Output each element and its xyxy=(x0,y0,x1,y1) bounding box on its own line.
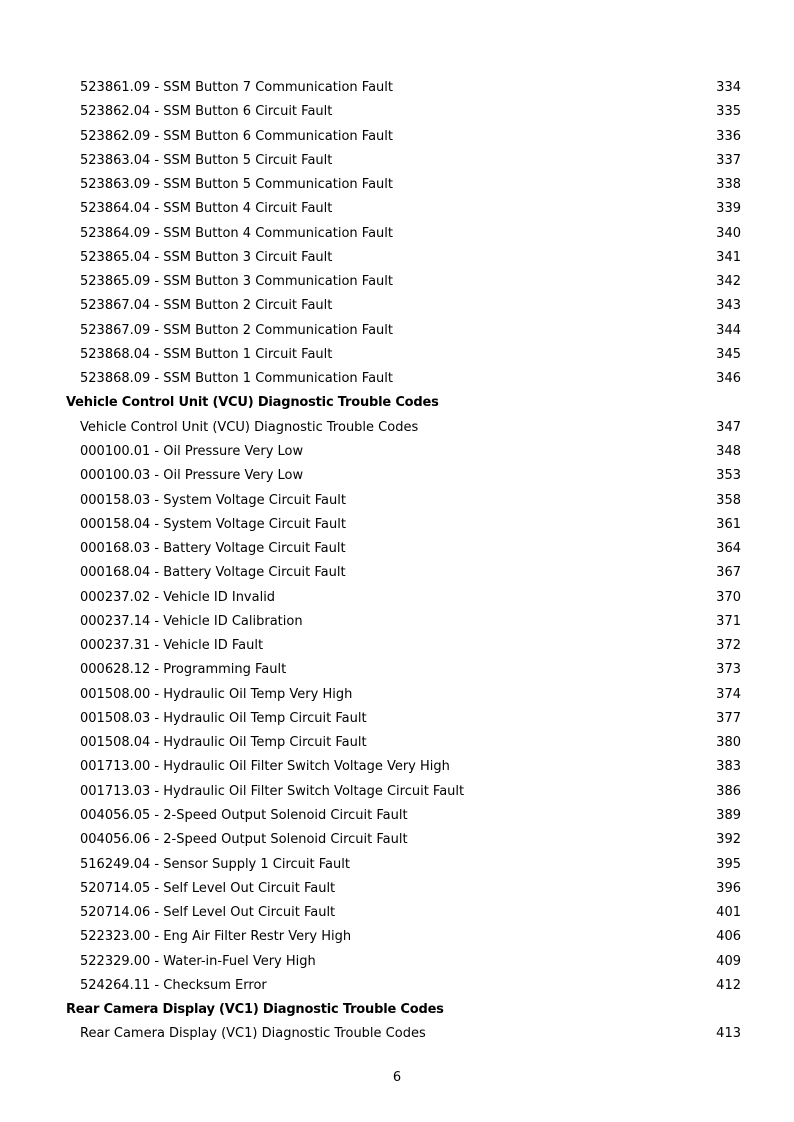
toc-entry-page-number: 348 xyxy=(716,443,741,459)
toc-entry[interactable] xyxy=(0,76,794,100)
toc-entry-title: 522323.00 - Eng Air Filter Restr Very High xyxy=(80,929,352,945)
toc-entry-title: 000237.31 - Vehicle ID Fault xyxy=(80,638,264,654)
toc-entry-title: 000237.14 - Vehicle ID Calibration xyxy=(80,613,303,629)
page-number: 6 xyxy=(392,1070,402,1085)
toc-entry-page-number: 409 xyxy=(716,953,741,969)
toc-entry-title: 523862.09 - SSM Button 6 Communication Fault xyxy=(80,128,393,144)
toc-entry-page-number: 406 xyxy=(716,929,741,945)
toc-entry[interactable] xyxy=(0,222,794,246)
toc-entry-page-number: 358 xyxy=(716,492,741,508)
toc-entry[interactable] xyxy=(0,950,794,974)
toc-entry[interactable] xyxy=(0,513,794,537)
table-of-contents xyxy=(0,76,794,1047)
toc-entry-title: 000100.03 - Oil Pressure Very Low xyxy=(80,468,304,484)
toc-entry-page-number: 396 xyxy=(716,880,741,896)
toc-entry[interactable] xyxy=(0,294,794,318)
toc-entry-title: 523865.04 - SSM Button 3 Circuit Fault xyxy=(80,249,333,265)
toc-entry-page-number: 334 xyxy=(716,80,741,95)
toc-entry-title: 000237.02 - Vehicle ID Invalid xyxy=(80,589,276,605)
toc-entry-page-number: 336 xyxy=(716,128,741,144)
toc-entry-title: 001713.00 - Hydraulic Oil Filter Switch Voltage Very High xyxy=(80,759,450,775)
toc-section-heading xyxy=(0,391,794,415)
toc-entry[interactable] xyxy=(0,464,794,488)
toc-entry-page-number: 347 xyxy=(716,419,741,435)
toc-entry-page-number: 364 xyxy=(716,541,741,557)
toc-entry-page-number: 373 xyxy=(716,662,741,678)
toc-entry[interactable] xyxy=(0,925,794,949)
toc-entry[interactable] xyxy=(0,561,794,585)
toc-entry-page-number: 338 xyxy=(716,177,741,193)
toc-entry-title: 000100.01 - Oil Pressure Very Low xyxy=(80,443,304,459)
toc-entry-title: 523867.04 - SSM Button 2 Circuit Fault xyxy=(80,298,333,314)
toc-entry-title: 000158.03 - System Voltage Circuit Fault xyxy=(80,492,346,508)
toc-entry[interactable] xyxy=(0,901,794,925)
toc-entry[interactable] xyxy=(0,100,794,124)
toc-entry-title: 001508.03 - Hydraulic Oil Temp Circuit Fault xyxy=(80,710,367,726)
toc-entry-title: 001508.04 - Hydraulic Oil Temp Circuit Fault xyxy=(80,735,367,751)
toc-entry[interactable] xyxy=(0,319,794,343)
toc-entry[interactable] xyxy=(0,173,794,197)
toc-entry-title: Rear Camera Display (VC1) Diagnostic Trouble Codes xyxy=(80,1026,426,1042)
toc-entry-title: 523863.04 - SSM Button 5 Circuit Fault xyxy=(80,152,333,168)
toc-entry[interactable] xyxy=(0,877,794,901)
toc-entry-page-number: 367 xyxy=(716,565,741,581)
toc-entry[interactable] xyxy=(0,974,794,998)
toc-entry[interactable] xyxy=(0,270,794,294)
toc-entry-page-number: 401 xyxy=(716,905,741,921)
toc-entry[interactable] xyxy=(0,367,794,391)
toc-entry-page-number: 372 xyxy=(716,638,741,654)
toc-entry-page-number: 340 xyxy=(716,225,741,241)
toc-entry[interactable] xyxy=(0,586,794,610)
toc-entry-title: 523865.09 - SSM Button 3 Communication Fault xyxy=(80,274,393,290)
toc-entry-title: 001508.00 - Hydraulic Oil Temp Very High xyxy=(80,686,353,702)
toc-entry-page-number: 386 xyxy=(716,783,741,799)
toc-entry-page-number: 392 xyxy=(716,832,741,848)
toc-entry[interactable] xyxy=(0,658,794,682)
toc-entry-page-number: 342 xyxy=(716,274,741,290)
toc-entry[interactable] xyxy=(0,634,794,658)
toc-entry-title: 524264.11 - Checksum Error xyxy=(80,977,267,993)
toc-entry-page-number: 337 xyxy=(716,152,741,168)
toc-entry[interactable] xyxy=(0,343,794,367)
toc-entry[interactable] xyxy=(0,1022,794,1046)
toc-entry-title: 000168.04 - Battery Voltage Circuit Fault xyxy=(80,565,346,581)
toc-entry-title: 523867.09 - SSM Button 2 Communication Fault xyxy=(80,322,393,338)
toc-entry-title: 004056.06 - 2-Speed Output Solenoid Circuit Fault xyxy=(80,832,408,848)
toc-entry-page-number: 370 xyxy=(716,589,741,605)
toc-entry-page-number: 389 xyxy=(716,807,741,823)
toc-entry-title: 523864.04 - SSM Button 4 Circuit Fault xyxy=(80,201,333,217)
toc-entry[interactable] xyxy=(0,804,794,828)
toc-entry-page-number: 412 xyxy=(716,977,741,993)
toc-entry-title: 000628.12 - Programming Fault xyxy=(80,662,287,678)
toc-entry-page-number: 335 xyxy=(716,104,741,120)
toc-entry-page-number: 413 xyxy=(716,1026,741,1042)
toc-entry-title: 516249.04 - Sensor Supply 1 Circuit Fault xyxy=(80,856,350,872)
toc-entry-page-number: 377 xyxy=(716,710,741,726)
toc-heading-title: Vehicle Control Unit (VCU) Diagnostic Trouble Codes xyxy=(66,395,439,411)
toc-entry-page-number: 345 xyxy=(716,346,741,362)
toc-entry-title: 523868.04 - SSM Button 1 Circuit Fault xyxy=(80,346,333,362)
toc-entry-page-number: 380 xyxy=(716,735,741,751)
toc-entry-title: 523862.04 - SSM Button 6 Circuit Fault xyxy=(80,104,333,120)
toc-entry-page-number: 343 xyxy=(716,298,741,314)
toc-entry-title: 520714.05 - Self Level Out Circuit Fault xyxy=(80,880,336,896)
toc-entry[interactable] xyxy=(0,197,794,221)
toc-entry-page-number: 353 xyxy=(716,468,741,484)
toc-entry-page-number: 341 xyxy=(716,249,741,265)
toc-entry-title: Vehicle Control Unit (VCU) Diagnostic Trouble Codes xyxy=(80,419,419,435)
toc-entry-page-number: 383 xyxy=(716,759,741,775)
toc-entry-title: 001713.03 - Hydraulic Oil Filter Switch Voltage Circuit Fault xyxy=(80,783,465,799)
toc-entry[interactable] xyxy=(0,780,794,804)
toc-entry-title: 523868.09 - SSM Button 1 Communication Fault xyxy=(80,371,393,387)
toc-section-heading xyxy=(0,998,794,1022)
toc-entry[interactable] xyxy=(0,489,794,513)
toc-entry[interactable] xyxy=(0,707,794,731)
toc-entry-title: 520714.06 - Self Level Out Circuit Fault xyxy=(80,905,336,921)
toc-entry-page-number: 361 xyxy=(716,516,741,532)
toc-entry[interactable] xyxy=(0,440,794,464)
toc-entry[interactable] xyxy=(0,125,794,149)
toc-entry[interactable] xyxy=(0,149,794,173)
toc-entry[interactable] xyxy=(0,755,794,779)
toc-entry-title: 522329.00 - Water-in-Fuel Very High xyxy=(80,953,316,969)
toc-entry-title: 004056.05 - 2-Speed Output Solenoid Circuit Fault xyxy=(80,807,408,823)
toc-entry[interactable] xyxy=(0,828,794,852)
toc-entry[interactable] xyxy=(0,416,794,440)
toc-entry[interactable] xyxy=(0,537,794,561)
toc-entry[interactable] xyxy=(0,610,794,634)
toc-entry[interactable] xyxy=(0,246,794,270)
toc-entry-title: 000168.03 - Battery Voltage Circuit Fault xyxy=(80,541,346,557)
toc-entry-page-number: 346 xyxy=(716,371,741,387)
toc-entry-title: 523863.09 - SSM Button 5 Communication Fault xyxy=(80,177,393,193)
toc-entry-page-number: 374 xyxy=(716,686,741,702)
toc-entry-title: 000158.04 - System Voltage Circuit Fault xyxy=(80,516,346,532)
toc-entry[interactable] xyxy=(0,683,794,707)
toc-entry-page-number: 395 xyxy=(716,856,741,872)
toc-heading-title: Rear Camera Display (VC1) Diagnostic Trouble Codes xyxy=(66,1002,444,1018)
toc-entry-title: 523861.09 - SSM Button 7 Communication Fault xyxy=(80,80,393,95)
toc-entry[interactable] xyxy=(0,731,794,755)
toc-entry[interactable] xyxy=(0,853,794,877)
toc-entry-page-number: 339 xyxy=(716,201,741,217)
toc-entry-title: 523864.09 - SSM Button 4 Communication Fault xyxy=(80,225,393,241)
toc-entry-page-number: 344 xyxy=(716,322,741,338)
toc-entry-page-number: 371 xyxy=(716,613,741,629)
